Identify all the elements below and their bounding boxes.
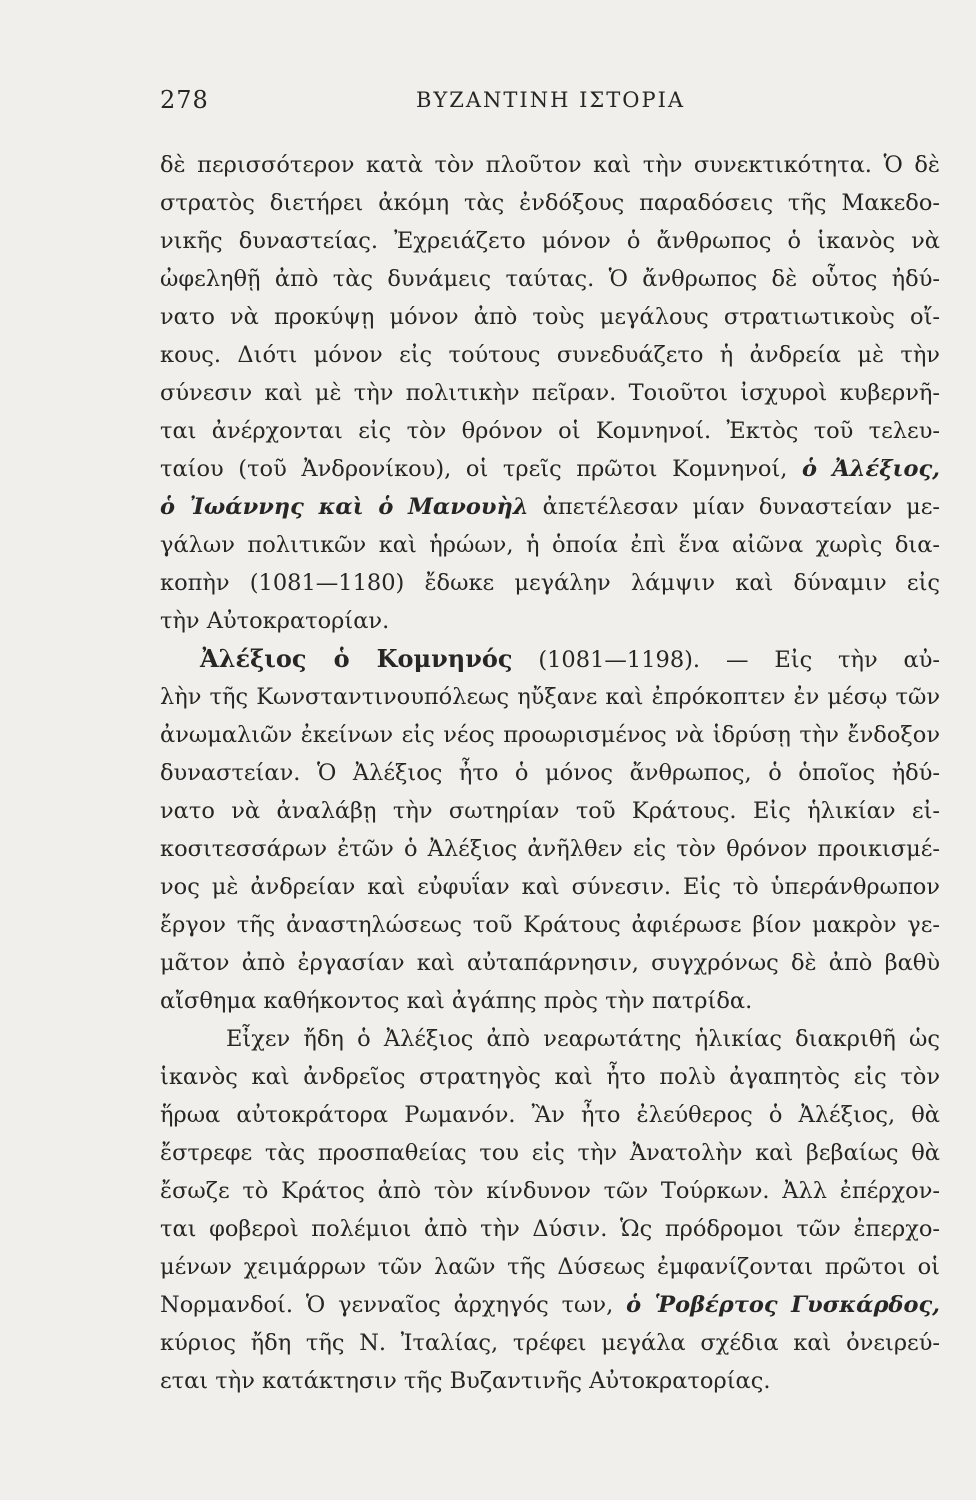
text-line bbox=[160, 982, 940, 1020]
text-line bbox=[160, 906, 940, 944]
text-run: στρατὸς διετήρει ἀκόμη τὰς ἐνδόξους παραδόσεις τῆς Μακεδο- bbox=[160, 190, 940, 216]
text-line bbox=[160, 374, 940, 412]
text-run: νατο νὰ ἀναλάβῃ τὴν σωτηρίαν τοῦ Κράτους. Εἰς ἡλικίαν εἰ- bbox=[160, 798, 940, 824]
text-run: ταίου (τοῦ Ἀνδρονίκου), οἱ τρεῖς πρῶτοι Κομνηνοί, bbox=[160, 456, 803, 482]
text-run: μᾶτον ἀπὸ ἐργασίαν καὶ αὐταπάρνησιν, συγχρόνως δὲ ἀπὸ βαθὺ bbox=[160, 950, 940, 976]
text-line bbox=[160, 184, 940, 222]
text-line bbox=[160, 792, 940, 830]
text-line bbox=[160, 298, 940, 336]
text-line bbox=[160, 1286, 940, 1324]
text-run: σύνεσιν καὶ μὲ τὴν πολιτικὴν πεῖραν. Τοιοῦτοι ἰσχυροὶ κυβερνῆ- bbox=[160, 380, 940, 406]
section-heading: Ἀλέξιος ὁ Κομνηνός bbox=[200, 644, 513, 673]
text-line bbox=[160, 488, 940, 526]
body-text bbox=[160, 146, 940, 1400]
text-line bbox=[160, 754, 940, 792]
text-run: τὴν Αὐτοκρατορίαν. bbox=[160, 608, 390, 634]
text-run: Εἶχεν ἤδη ὁ Ἀλέξιος ἀπὸ νεαρωτάτης ἡλικίας διακριθῆ ὡς bbox=[226, 1026, 940, 1052]
text-line bbox=[160, 146, 940, 184]
running-title: ΒΥΖΑΝΤΙΝΗ ΙΣΤΟΡΙΑ bbox=[416, 88, 686, 112]
text-run: νος μὲ ἀνδρείαν καὶ εὐφυΐαν καὶ σύνεσιν. Εἰς τὸ ὑπεράνθρωπον bbox=[160, 874, 940, 900]
text-line bbox=[160, 564, 940, 602]
text-line bbox=[160, 222, 940, 260]
text-run: ἀνωμαλιῶν ἐκείνων εἰς νέος προωρισμένος νὰ ἱδρύσῃ τὴν ἔνδοξον bbox=[160, 722, 940, 748]
text-line bbox=[160, 944, 940, 982]
text-run: ἱκανὸς καὶ ἀνδρεῖος στρατηγὸς καὶ ἦτο πολὺ ἀγαπητὸς εἰς τὸν bbox=[160, 1064, 940, 1090]
bold-name: ὁ Ἰωάννης καὶ ὁ Μανουὴλ bbox=[160, 494, 529, 520]
text-run: μένων χειμάρρων τῶν λαῶν τῆς Δύσεως ἐμφανίζονται πρῶτοι οἱ bbox=[160, 1254, 940, 1280]
text-line bbox=[160, 412, 940, 450]
text-line bbox=[160, 1324, 940, 1362]
text-line bbox=[160, 830, 940, 868]
text-run: αἴσθημα καθήκοντος καὶ ἀγάπης πρὸς τὴν πατρίδα. bbox=[160, 988, 753, 1014]
text-line bbox=[160, 716, 940, 754]
text-run: ἔργον τῆς ἀναστηλώσεως τοῦ Κράτους ἀφιέρωσε βίον μακρὸν γε- bbox=[160, 912, 940, 938]
text-run: κους. Διότι μόνον εἰς τούτους συνεδυάζετο ἡ ἀνδρεία μὲ τὴν bbox=[160, 342, 940, 368]
text-line bbox=[160, 1096, 940, 1134]
page-header bbox=[160, 86, 940, 126]
bold-name: ὁ Ἀλέξιος, bbox=[802, 456, 940, 482]
text-line bbox=[160, 336, 940, 374]
text-line bbox=[160, 1248, 940, 1286]
text-line bbox=[160, 260, 940, 298]
text-run: (1081—1198). — Εἰς τὴν αὐ- bbox=[512, 647, 940, 673]
page-number: 278 bbox=[160, 86, 209, 114]
text-run: ὠφεληθῇ ἀπὸ τὰς δυνάμεις ταύτας. Ὁ ἄνθρωπος δὲ οὗτος ἠδύ- bbox=[160, 266, 940, 292]
bold-name: ὁ Ῥοβέρτος Γυσκάρδος, bbox=[626, 1292, 940, 1318]
text-line bbox=[160, 868, 940, 906]
text-line bbox=[160, 1134, 940, 1172]
text-run: κύριος ἤδη τῆς Ν. Ἰταλίας, τρέφει μεγάλα σχέδια καὶ ὀνειρεύ- bbox=[160, 1330, 940, 1356]
text-run: ται ἀνέρχονται εἰς τὸν θρόνον οἱ Κομνηνοί. Ἐκτὸς τοῦ τελευ- bbox=[160, 418, 940, 444]
text-run: εται τὴν κατάκτησιν τῆς Βυζαντινῆς Αὐτοκρατορίας. bbox=[160, 1368, 771, 1394]
text-run: δὲ περισσότερον κατὰ τὸν πλοῦτον καὶ τὴν συνεκτικότητα. Ὁ δὲ bbox=[160, 152, 940, 178]
text-line bbox=[160, 602, 940, 640]
text-run: νικῆς δυναστείας. Ἐχρειάζετο μόνον ὁ ἄνθρωπος ὁ ἱκανὸς νὰ bbox=[160, 228, 940, 254]
text-run: κοσιτεσσάρων ἐτῶν ὁ Ἀλέξιος ἀνῆλθεν εἰς τὸν θρόνον προικισμέ- bbox=[160, 836, 940, 862]
text-line bbox=[160, 526, 940, 564]
text-line bbox=[160, 1362, 940, 1400]
text-line bbox=[160, 1210, 940, 1248]
text-line bbox=[160, 1172, 940, 1210]
text-run: ἔστρεφε τὰς προσπαθείας του εἰς τὴν Ἀνατολὴν καὶ βεβαίως θὰ bbox=[160, 1140, 940, 1166]
text-run: ἀπετέλεσαν μίαν δυναστείαν με- bbox=[528, 494, 940, 520]
text-line bbox=[160, 450, 940, 488]
text-run: λὴν τῆς Κωνσταντινουπόλεως ηὔξανε καὶ ἐπρόκοπτεν ἐν μέσῳ τῶν bbox=[160, 684, 940, 710]
text-line bbox=[160, 1058, 940, 1096]
text-run: νατο νὰ προκύψῃ μόνον ἀπὸ τοὺς μεγάλους στρατιωτικοὺς οἴ- bbox=[160, 304, 940, 330]
text-line bbox=[160, 678, 940, 716]
text-run: Νορμανδοί. Ὁ γενναῖος ἀρχηγός των, bbox=[160, 1292, 627, 1318]
text-run: κοπὴν (1081—1180) ἔδωκε μεγάλην λάμψιν καὶ δύναμιν εἰς bbox=[160, 570, 940, 596]
text-run: γάλων πολιτικῶν καὶ ἡρώων, ἡ ὁποία ἐπὶ ἕνα αἰῶνα χωρὶς δια- bbox=[160, 532, 940, 558]
text-line bbox=[160, 1020, 940, 1058]
text-run: ἔσωζε τὸ Κράτος ἀπὸ τὸν κίνδυνον τῶν Τούρκων. Ἀλλ ἐπέρχον- bbox=[160, 1178, 940, 1204]
text-run: δυναστείαν. Ὁ Ἀλέξιος ἦτο ὁ μόνος ἄνθρωπος, ὁ ὁποῖος ἠδύ- bbox=[160, 760, 940, 786]
text-run: ται φοβεροὶ πολέμιοι ἀπὸ τὴν Δύσιν. Ὡς πρόδρομοι τῶν ἐπερχο- bbox=[160, 1216, 940, 1242]
text-line bbox=[160, 640, 940, 678]
text-run: ἥρωα αὐτοκράτορα Ρωμανόν. Ἂν ἦτο ἐλεύθερος ὁ Ἀλέξιος, θὰ bbox=[160, 1102, 940, 1128]
